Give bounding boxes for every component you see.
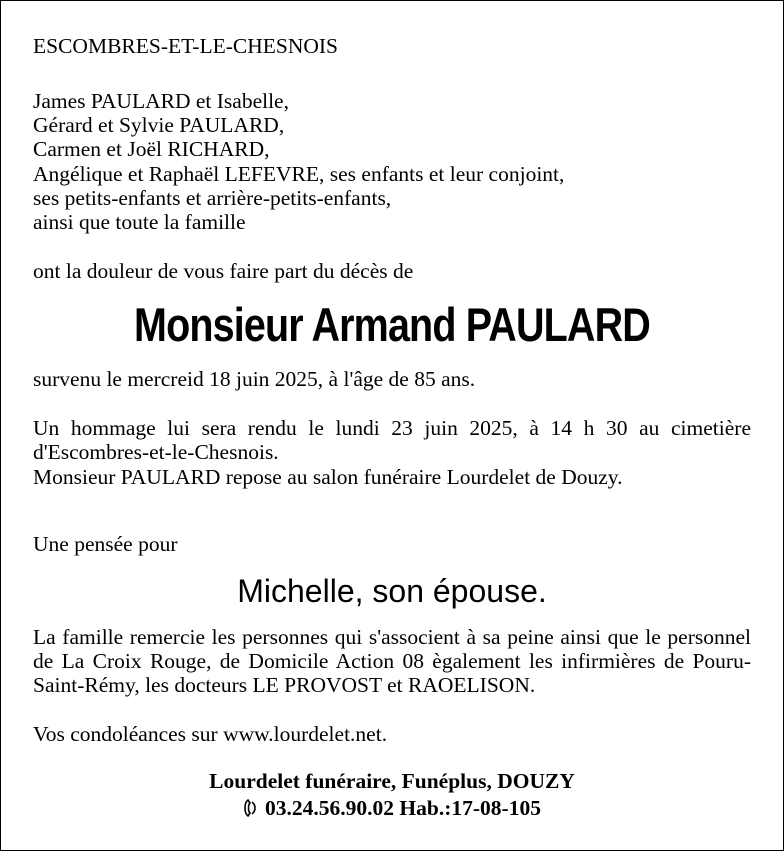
tribute-intro: Une pensée pour (33, 532, 178, 556)
phone-number: 03.24.56.90.02 Hab.:17-08-105 (265, 796, 541, 820)
town-heading: ESCOMBRES-ET-LE-CHESNOIS (33, 34, 339, 58)
phone-icon (243, 795, 259, 821)
family-line: ses petits-enfants et arrière-petits-enfants, (33, 185, 392, 210)
family-line: Angélique et Raphaël LEFEVRE, ses enfants et leur conjoint, (33, 161, 565, 186)
family-line: ainsi que toute la famille (33, 210, 246, 235)
family-line: James PAULARD et Isabelle, (33, 89, 289, 113)
thanks-text: La famille remercie les personnes qui s'associent à sa peine ainsi que le personnel de La Croix Rouge, de Domicile Action 08 ègalement les infirmières de Pouru-Saint-Rémy, les docteurs LE PROVOST et RAOELISON. (33, 625, 751, 698)
family-line: Carmen et Joël RICHARD, (33, 137, 270, 162)
spouse-name: Michelle, son épouse. (237, 573, 547, 609)
family-list (33, 89, 751, 234)
death-info: survenu le mercreid 18 juin 2025, à l'âge de 85 ans. (33, 367, 476, 391)
deceased-name: Monsieur Armand PAULARD (134, 298, 650, 351)
announcement-intro: ont la douleur de vous faire part du décès de (33, 259, 414, 283)
family-line: Gérard et Sylvie PAULARD, (33, 113, 285, 138)
rest-location: Monsieur PAULARD repose au salon funéraire Lourdelet de Douzy. (33, 465, 623, 489)
condolences-link: Vos condoléances sur www.lourdelet.net. (33, 722, 388, 746)
ceremony-text: Un hommage lui sera rendu le lundi 23 juin 2025, à 14 h 30 au cimetière d'Escombres-et-le-Chesnois. (33, 416, 751, 465)
phone-line (1, 795, 783, 821)
funeral-home: Lourdelet funéraire, Funéplus, DOUZY (209, 769, 575, 793)
